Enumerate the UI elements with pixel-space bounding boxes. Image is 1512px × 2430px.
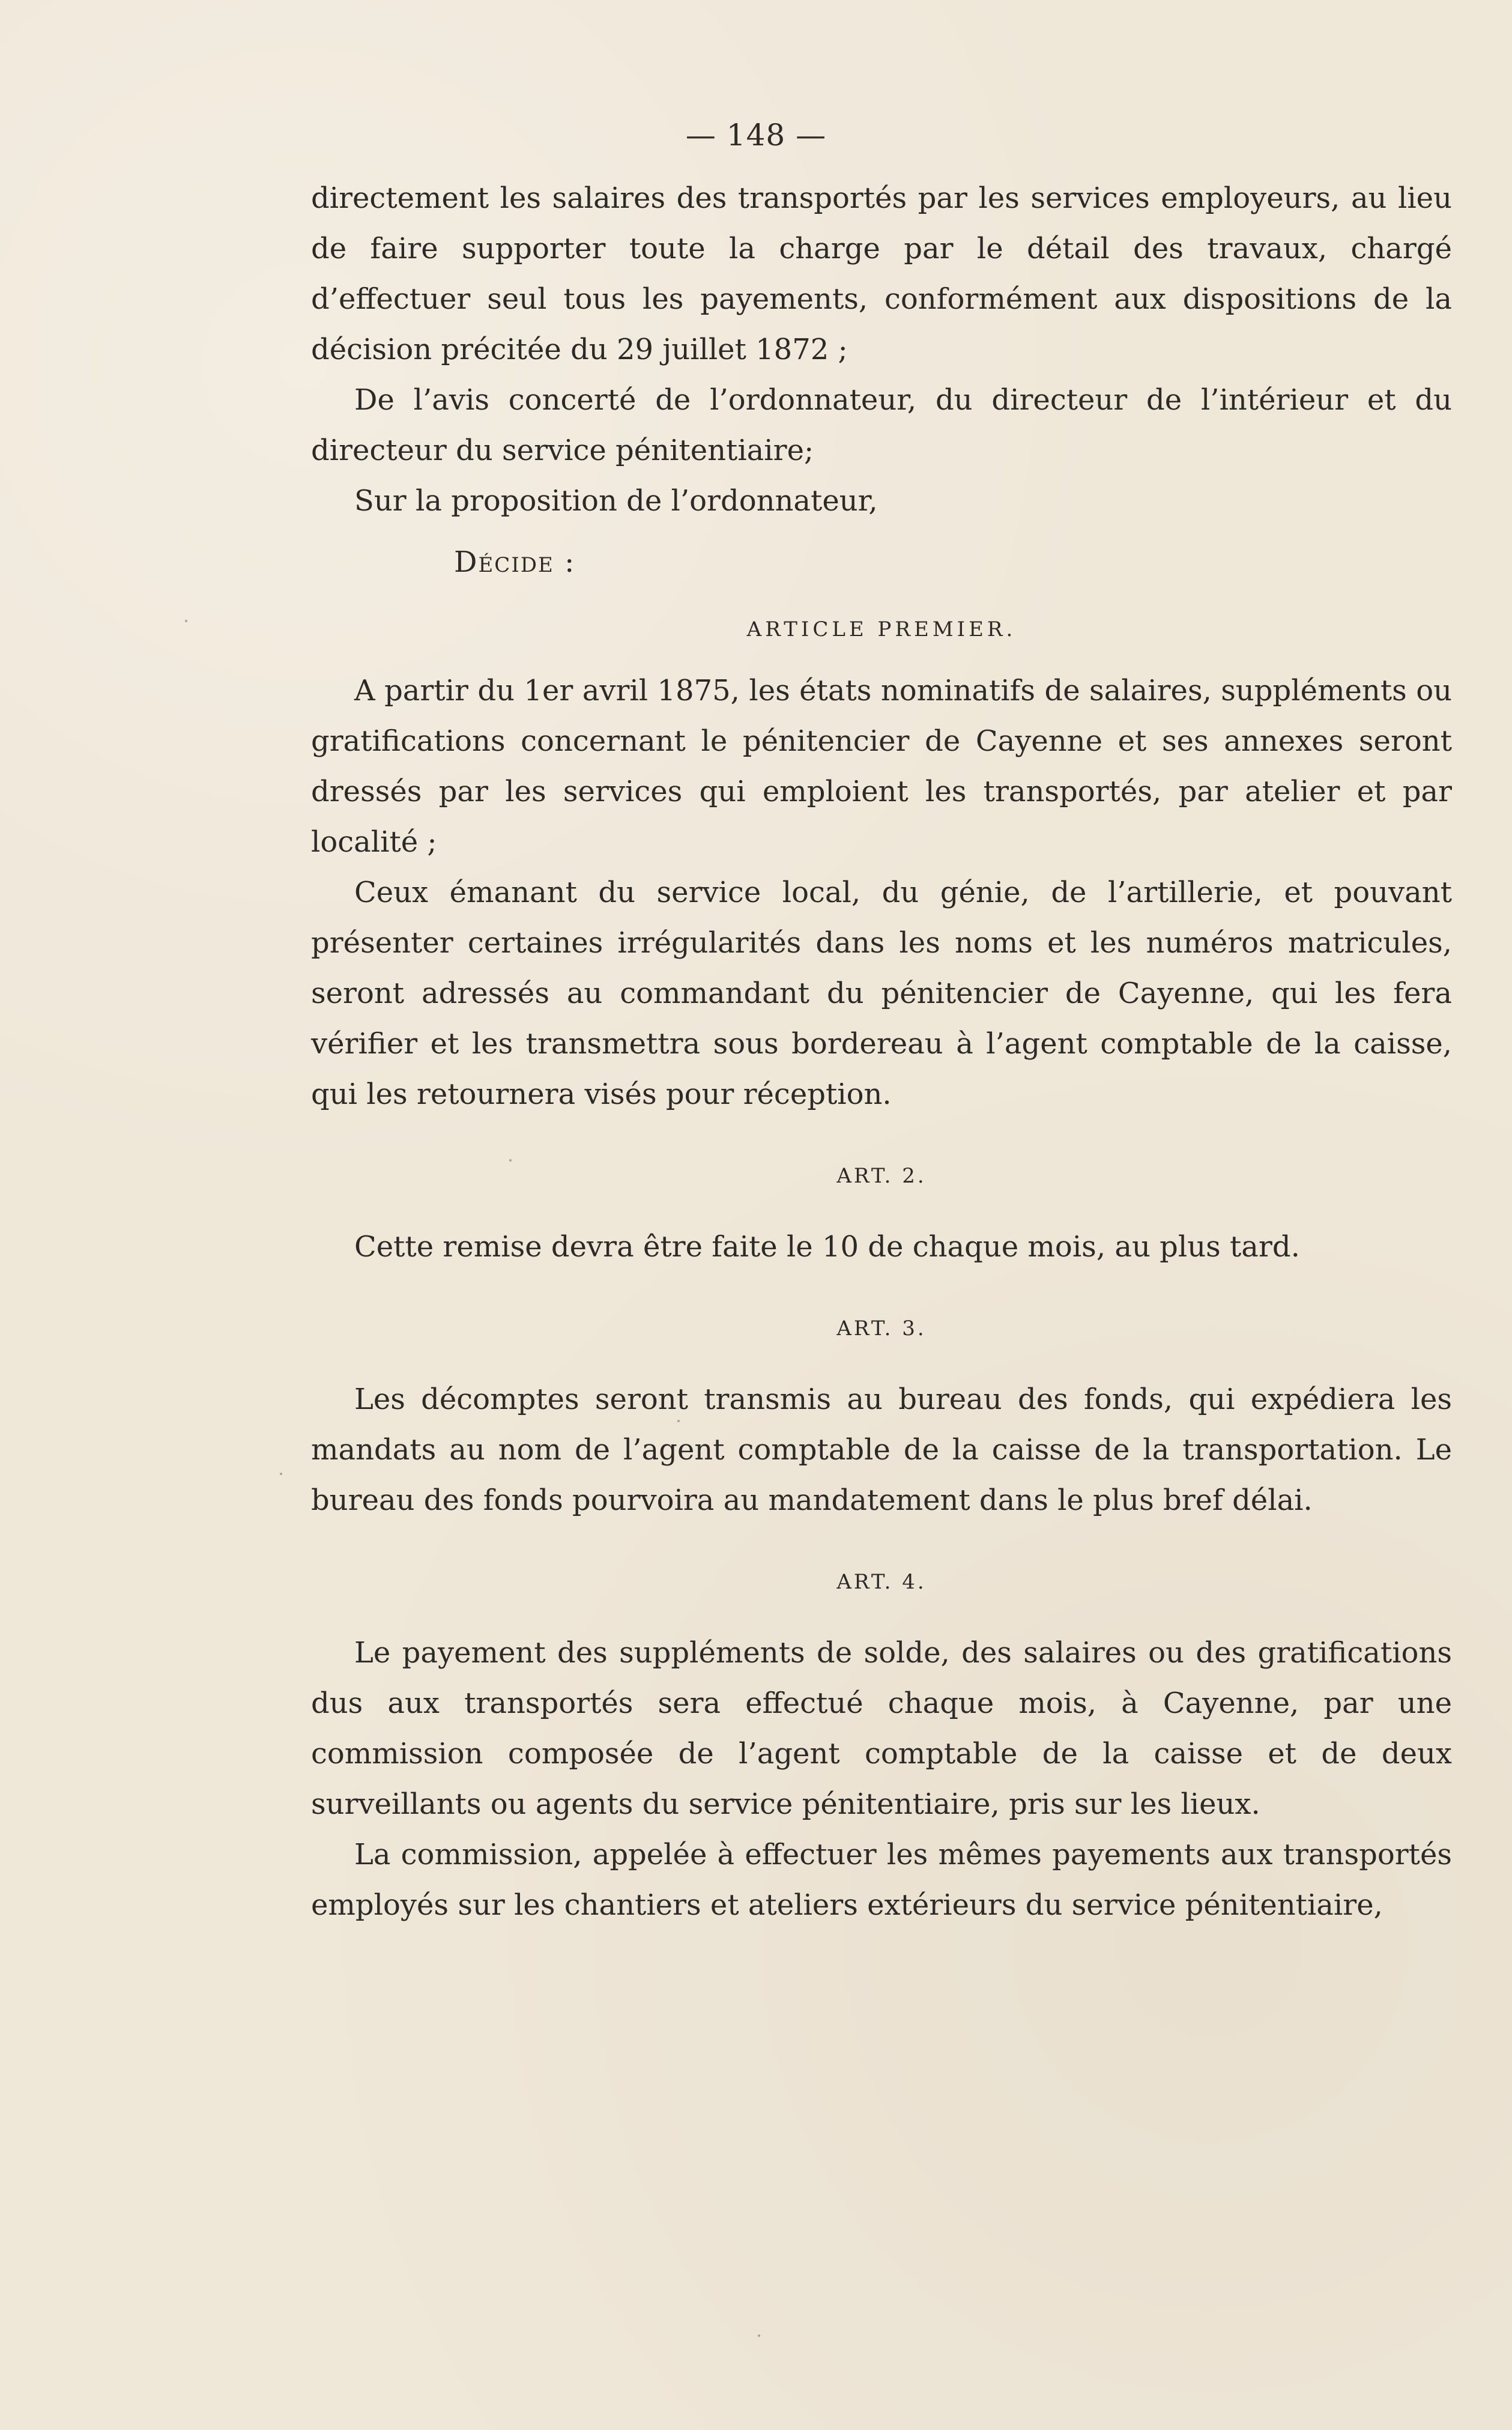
paragraph-3: Sur la proposition de l’ordonnateur,	[354, 484, 878, 518]
article-4-heading: ART. 4.	[836, 1570, 927, 1594]
article-4-paragraph-1: Le payement des suppléments de solde, des salaires ou des gratifications dus aux transportés sera effectué chaque mois, à Cayenne, par une commission composée de l’agent comptable de la caisse et de deux surveillants ou agents du service pénitentiaire, pris sur les lieux.	[311, 1636, 1452, 1821]
page-speck-3	[677, 1420, 680, 1422]
paragraph-2: De l’avis concerté de l’ordonnateur, du directeur de l’intérieur et du directeur du service pénitentiaire;	[311, 383, 1452, 467]
page-speck-5	[758, 2335, 760, 2337]
article-2-heading: ART. 2.	[836, 1164, 927, 1188]
page-speck-2	[509, 1159, 512, 1162]
article-premier-paragraph-2: Ceux émanant du service local, du génie, de l’artillerie, et pouvant présenter certaines irrégularités dans les noms et les numéros matricules, seront adressés au commandant du pénitencier de Cayenne, qui les fera vérifier et les transmettra sous bordereau à l’agent comptable de la caisse, qui les retournera visés pour réception.	[311, 876, 1452, 1111]
page-speck-1	[185, 620, 187, 622]
article-premier-heading: ARTICLE PREMIER.	[746, 617, 1017, 641]
article-4-paragraph-2: La commission, appelée à effectuer les mêmes payements aux transportés employés sur les chantiers et ateliers extérieurs du service pénitentiaire,	[311, 1838, 1452, 1922]
article-2-paragraph: Cette remise devra être faite le 10 de chaque mois, au plus tard.	[354, 1230, 1300, 1264]
decision-heading: Décide :	[454, 545, 576, 579]
page-speck-4	[280, 1473, 282, 1475]
article-3-heading: ART. 3.	[836, 1317, 927, 1341]
article-3-paragraph: Les décomptes seront transmis au bureau des fonds, qui expédiera les mandats au nom de l’agent comptable de la caisse de la transportation. Le bureau des fonds pourvoira au mandatement dans le plus bref délai.	[311, 1383, 1452, 1517]
page-body	[311, 173, 1452, 1930]
paragraph-1: directement les salaires des transportés par les services employeurs, au lieu de faire supporter toute la charge par le détail des travaux, chargé d’effectuer seul tous les payements, conformément aux dispositions de la décision précitée du 29 juillet 1872 ;	[311, 181, 1452, 366]
article-premier-paragraph-1: A partir du 1er avril 1875, les états nominatifs de salaires, suppléments ou gratifications concernant le pénitencier de Cayenne et ses annexes seront dressés par les services qui emploient les transportés, par atelier et par localité ;	[311, 674, 1452, 859]
page-number: — 148 —	[685, 118, 827, 153]
